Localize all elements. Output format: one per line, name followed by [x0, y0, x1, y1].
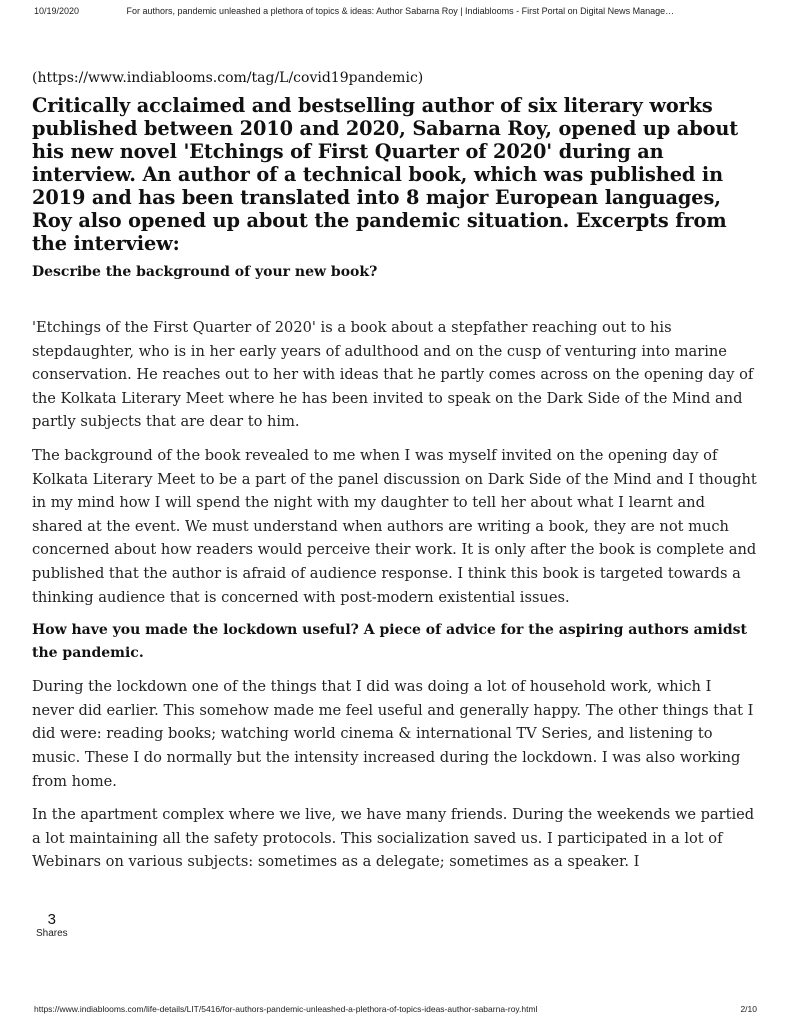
answer-paragraph-1: 'Etchings of the First Quarter of 2020' is a book about a stepfather reaching out to his stepdaughter, who is in her early years of adulthood and on the cusp of venturing into marine conservation. He reaches out to her with ideas that he partly comes across on the opening day of the Kolkata Literary Meet where he has been invited to speak on the Dark Side of the Mind and partly subjects that are dear to him.	[32, 319, 754, 431]
print-header	[34, 6, 761, 16]
answer-paragraph-2: The background of the book revealed to me when I was myself invited on the opening day of Kolkata Literary Meet to be a part of the panel discussion on Dark Side of the Mind and I thought in my mind how I will spend the night with my daughter to tell her about what I learnt and shared at the event. We must understand when authors are writing a book, they are not much concerned about how readers would perceive their work. It is only after the book is complete and published that the author is afraid of audience response. I think this book is targeted towards a thinking audience that is concerned with post-modern existential issues.	[32, 446, 757, 606]
print-date: 10/19/2020	[34, 6, 80, 16]
print-footer	[34, 1004, 757, 1014]
tag-link[interactable]: (https://www.indiablooms.com/tag/L/covid19pandemic)	[32, 70, 424, 86]
spacer	[32, 294, 757, 316]
interview-question-2: How have you made the lockdown useful? A piece of advice for the aspiring authors amidst the pandemic.	[32, 622, 747, 662]
print-page-number: 2/10	[740, 1004, 757, 1014]
answer-paragraph-3: During the lockdown one of the things that I did was doing a lot of household work, which I never did earlier. This somehow made me feel useful and generally happy. The other things that I did were: reading books; watching world cinema & international TV Series, and listening to music. These I do normally but the intensity increased during the lockdown. I was also working from home.	[32, 678, 754, 790]
article-body	[32, 70, 757, 884]
shares-count: 3	[47, 911, 57, 928]
article-lead: Critically acclaimed and bestselling author of six literary works published between 2010 and 2020, Sabarna Roy, opened up about his new novel 'Etchings of First Quarter of 2020' during an interview. An author of a technical book, which was published in 2019 and has been translated into 8 major European languages, Roy also opened up about the pandemic situation. Excerpts from the interview:	[32, 94, 739, 255]
print-page-title: For authors, pandemic unleashed a plethora of topics & ideas: Author Sabarna Roy | Indiablooms - First Portal on Digital News Manage…	[126, 6, 675, 16]
answer-paragraph-4: In the apartment complex where we live, we have many friends. During the weekends we partied a lot maintaining all the safety protocols. This socialization saved us. I participated in a lot of Webinars on various subjects: sometimes as a delegate; sometimes as a speaker. I	[32, 806, 755, 871]
shares-counter[interactable]	[36, 912, 68, 939]
print-url: https://www.indiablooms.com/life-details/LIT/5416/for-authors-pandemic-unleashed-a-plethora-of-topics-ideas-author-sabarna-roy.html	[34, 1004, 538, 1014]
interview-question-1: Describe the background of your new book?	[32, 264, 378, 280]
shares-label: Shares	[36, 928, 68, 939]
